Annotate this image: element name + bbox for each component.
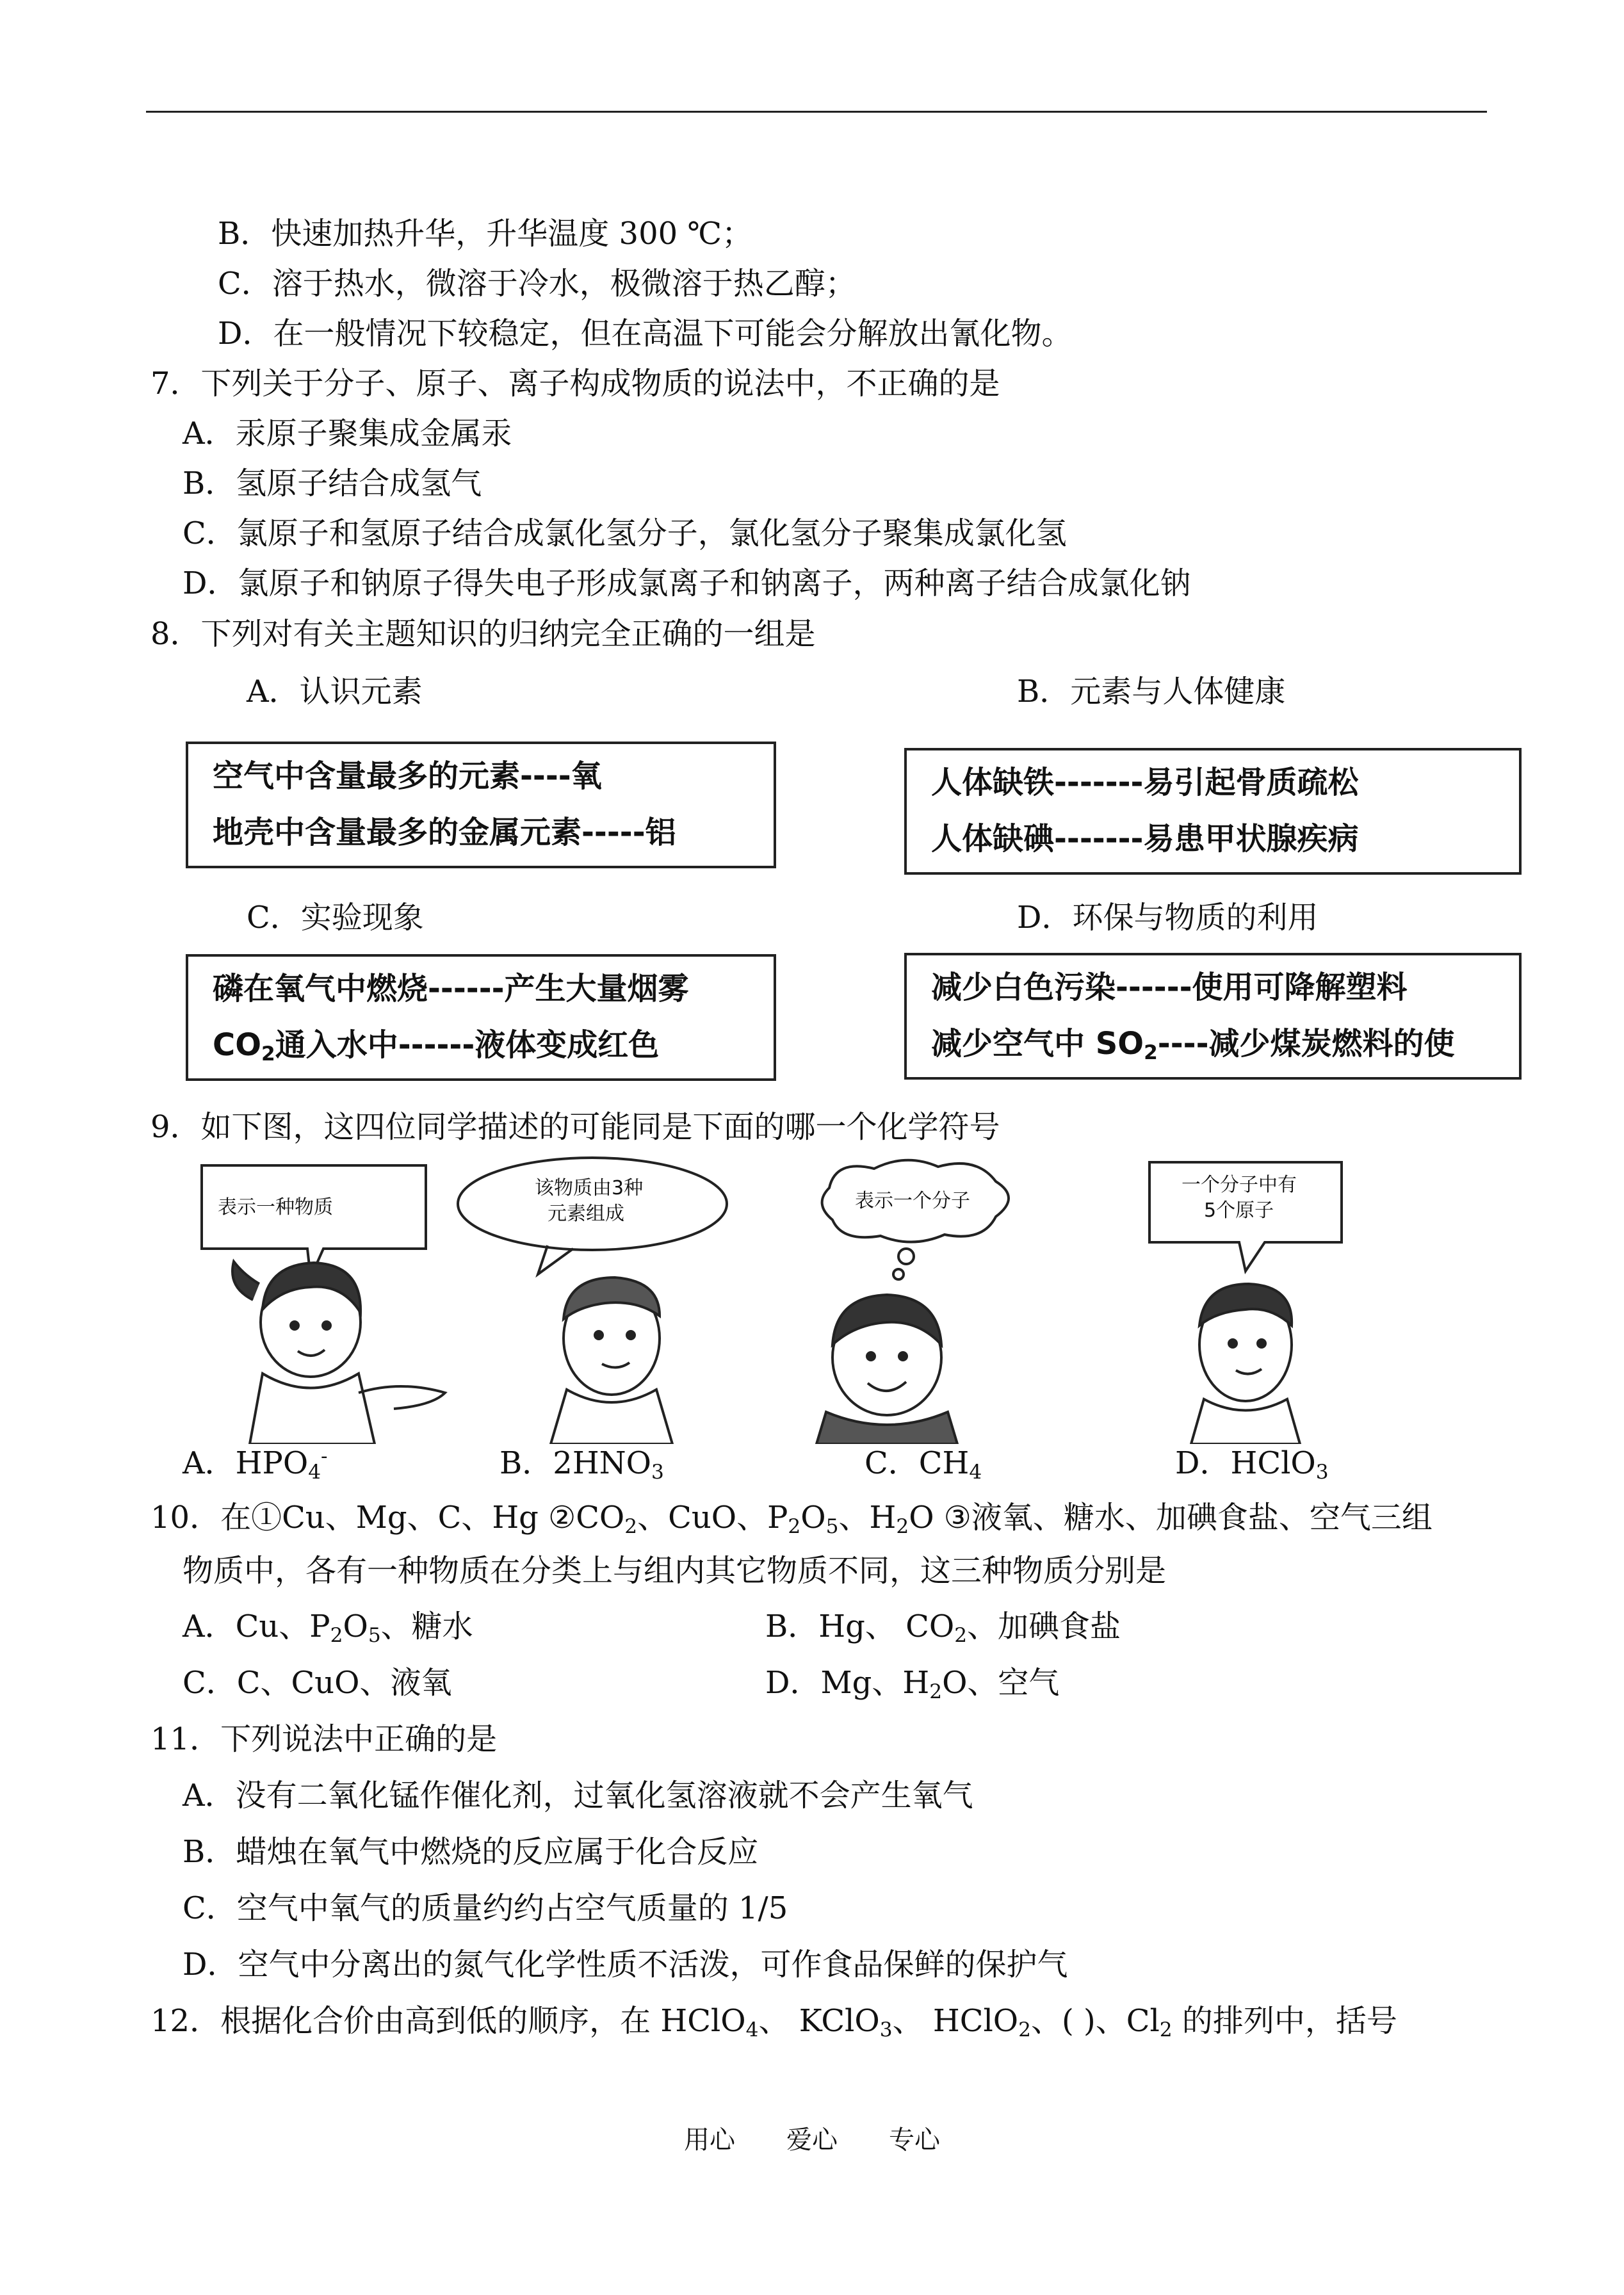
q8-box-d bbox=[904, 953, 1522, 1080]
bubble-2-line1: 该物质由3种 bbox=[535, 1177, 644, 1199]
q11-option-a: A．没有二氧化锰作催化剂，过氧化氢溶液就不会产生氧气 bbox=[183, 1778, 973, 1813]
q7-option-a: A．汞原子聚集成金属汞 bbox=[183, 416, 512, 451]
bubble-3-text: 表示一个分子 bbox=[855, 1190, 970, 1212]
footer-word-1: 用心 bbox=[684, 2125, 735, 2155]
q8-box-c bbox=[186, 954, 776, 1081]
q8-d-line2-sub: 2 bbox=[1144, 1041, 1158, 1064]
q10-b2: 、加碘食盐 bbox=[967, 1609, 1121, 1644]
q8-a-line1: 空气中含量最多的元素----氧 bbox=[213, 758, 602, 794]
bubble-4-line1: 一个分子中有 bbox=[1181, 1174, 1297, 1196]
q8-b-label: B．元素与人体健康 bbox=[1017, 674, 1286, 710]
q8-c-line2-pre: CO bbox=[213, 1027, 262, 1063]
q10-b-sub: 2 bbox=[954, 1623, 968, 1647]
q9-option-a bbox=[183, 1444, 328, 1482]
q7-option-c: C．氯原子和氢原子结合成氯化氢分子，氯化氢分子聚集成氯化氢 bbox=[183, 515, 1067, 551]
header-rule bbox=[146, 111, 1487, 113]
page-footer bbox=[0, 2120, 1624, 2156]
q10-b1: B．Hg、 CO bbox=[765, 1609, 955, 1644]
q12-sub4: 2 bbox=[1159, 2018, 1173, 2041]
q10-d2: O、空气 bbox=[942, 1665, 1060, 1701]
q8-c-line2-post: 通入水中------液体变成红色 bbox=[275, 1027, 660, 1063]
q8-d-label: D．环保与物质的利用 bbox=[1017, 900, 1319, 936]
q10-s1e: O ③液氧、糖水、加碘食盐、空气三组 bbox=[909, 1500, 1433, 1536]
q10-s1c: O bbox=[800, 1500, 826, 1536]
q6-option-c: C．溶于热水，微溶于冷水，极微溶于热乙醇； bbox=[218, 266, 856, 302]
q9-option-b bbox=[499, 1444, 664, 1482]
q7-option-d: D．氯原子和钠原子得失电子形成氯离子和钠离子，两种离子结合成氯化钠 bbox=[183, 565, 1191, 601]
q9-a-pre: A．HPO bbox=[183, 1445, 309, 1481]
q12-c: 、 HClO bbox=[892, 2003, 1019, 2039]
q10-option-c: C．C、CuO、液氧 bbox=[183, 1665, 452, 1701]
q10-s1-sub3: 5 bbox=[825, 1514, 839, 1538]
q8-c-label: C．实验现象 bbox=[247, 900, 424, 936]
bubble-1-text: 表示一种物质 bbox=[218, 1196, 333, 1219]
q9-b-sub: 3 bbox=[651, 1460, 664, 1484]
q11-option-c: C．空气中氧气的质量约约占空气质量的 1/5 bbox=[183, 1890, 788, 1926]
q7-stem: 7．下列关于分子、原子、离子构成物质的说法中，不正确的是 bbox=[150, 366, 1000, 401]
q9-stem: 9．如下图，这四位同学描述的可能同是下面的哪一个化学符号 bbox=[150, 1109, 1000, 1145]
bubble-4-line2: 5个原子 bbox=[1204, 1199, 1274, 1222]
q9-c-sub: 4 bbox=[969, 1460, 982, 1484]
footer-word-2: 爱心 bbox=[786, 2125, 838, 2155]
q10-s1: 10．在①Cu、Mg、C、Hg ②CO bbox=[150, 1500, 625, 1536]
q10-a1: A．Cu、P bbox=[183, 1609, 330, 1644]
q8-c-line1: 磷在氧气中燃烧------产生大量烟雾 bbox=[213, 971, 689, 1007]
q9-option-d bbox=[1175, 1444, 1329, 1482]
q8-c-line2 bbox=[213, 1013, 774, 1077]
q6-option-b: B．快速加热升华，升华温度 300 ℃； bbox=[218, 216, 753, 252]
q10-s1-sub1: 2 bbox=[624, 1514, 638, 1538]
q10-a-sub1: 2 bbox=[330, 1623, 343, 1647]
q12-sub2: 3 bbox=[879, 2018, 893, 2041]
q9-d-sub: 3 bbox=[1315, 1460, 1329, 1484]
q12-e: 的排列中，括号 bbox=[1172, 2003, 1397, 2039]
q9-d-pre: D．HClO bbox=[1175, 1445, 1316, 1481]
q8-d-line1: 减少白色污染------使用可降解塑料 bbox=[931, 969, 1408, 1005]
boy-figure-1 bbox=[458, 1158, 727, 1444]
q9-b-pre: B．2HNO bbox=[499, 1445, 652, 1481]
q12-d: 、( )、Cl bbox=[1031, 2003, 1160, 2039]
q8-d-line2-pre: 减少空气中 SO bbox=[931, 1026, 1144, 1062]
q8-c-line2-sub: 2 bbox=[261, 1042, 275, 1066]
q10-d1: D．Mg、H bbox=[765, 1665, 930, 1701]
q9-c-pre: C．CH bbox=[865, 1445, 970, 1481]
q10-d-sub: 2 bbox=[929, 1680, 943, 1703]
q12-b: 、 KClO bbox=[758, 2003, 880, 2039]
q10-s1b: 、CuO、P bbox=[637, 1500, 788, 1536]
q8-a-label: A．认识元素 bbox=[247, 674, 423, 710]
q10-a2: O bbox=[343, 1609, 368, 1644]
q12-a: 12．根据化合价由高到低的顺序，在 HClO bbox=[150, 2003, 746, 2039]
q10-s1-sub2: 2 bbox=[788, 1514, 801, 1538]
q11-option-d: D．空气中分离出的氮气化学性质不活泼，可作食品保鲜的保护气 bbox=[183, 1947, 1068, 1983]
q8-box-a bbox=[186, 742, 776, 868]
q8-a-line2: 地壳中含量最多的金属元素-----铝 bbox=[213, 815, 676, 850]
q12-sub3: 2 bbox=[1018, 2018, 1031, 2041]
q8-box-b bbox=[904, 748, 1522, 875]
q8-b-line2: 人体缺碘-------易患甲状腺疾病 bbox=[931, 821, 1359, 857]
q10-a-sub2: 5 bbox=[368, 1623, 381, 1647]
bubble-2-line2: 元素组成 bbox=[548, 1203, 624, 1225]
q9-option-c bbox=[865, 1444, 982, 1482]
q10-option-a bbox=[183, 1607, 473, 1646]
q10-stem-line1 bbox=[150, 1498, 1433, 1537]
q12-sub1: 4 bbox=[745, 2018, 759, 2041]
q8-d-line2-post: ----减少煤炭燃料的使 bbox=[1157, 1026, 1455, 1062]
q8-stem: 8．下列对有关主题知识的归纳完全正确的一组是 bbox=[150, 616, 816, 652]
q9-a-sup: - bbox=[321, 1444, 328, 1468]
q10-option-d bbox=[765, 1664, 1059, 1702]
q10-s1d: 、H bbox=[838, 1500, 897, 1536]
q6-option-d: D．在一般情况下较稳定，但在高温下可能会分解放出氰化物。 bbox=[218, 316, 1073, 352]
q11-stem: 11．下列说法中正确的是 bbox=[150, 1721, 498, 1757]
q10-s1-sub4: 2 bbox=[896, 1514, 909, 1538]
q10-option-b bbox=[765, 1607, 1121, 1646]
q9-a-sub: 4 bbox=[308, 1460, 321, 1484]
q11-option-b: B．蜡烛在氧气中燃烧的反应属于化合反应 bbox=[183, 1834, 759, 1870]
q9-cartoon-illustration bbox=[189, 1153, 1431, 1444]
q10-a3: 、糖水 bbox=[380, 1609, 473, 1644]
q8-d-line2 bbox=[931, 1012, 1519, 1076]
footer-word-3: 专心 bbox=[889, 2125, 940, 2155]
q12-stem bbox=[150, 2002, 1397, 2040]
q7-option-b: B．氢原子结合成氢气 bbox=[183, 466, 482, 501]
q10-stem-line2: 物质中，各有一种物质在分类上与组内其它物质不同，这三种物质分别是 bbox=[183, 1553, 1167, 1589]
q8-b-line1: 人体缺铁-------易引起骨质疏松 bbox=[931, 765, 1359, 800]
